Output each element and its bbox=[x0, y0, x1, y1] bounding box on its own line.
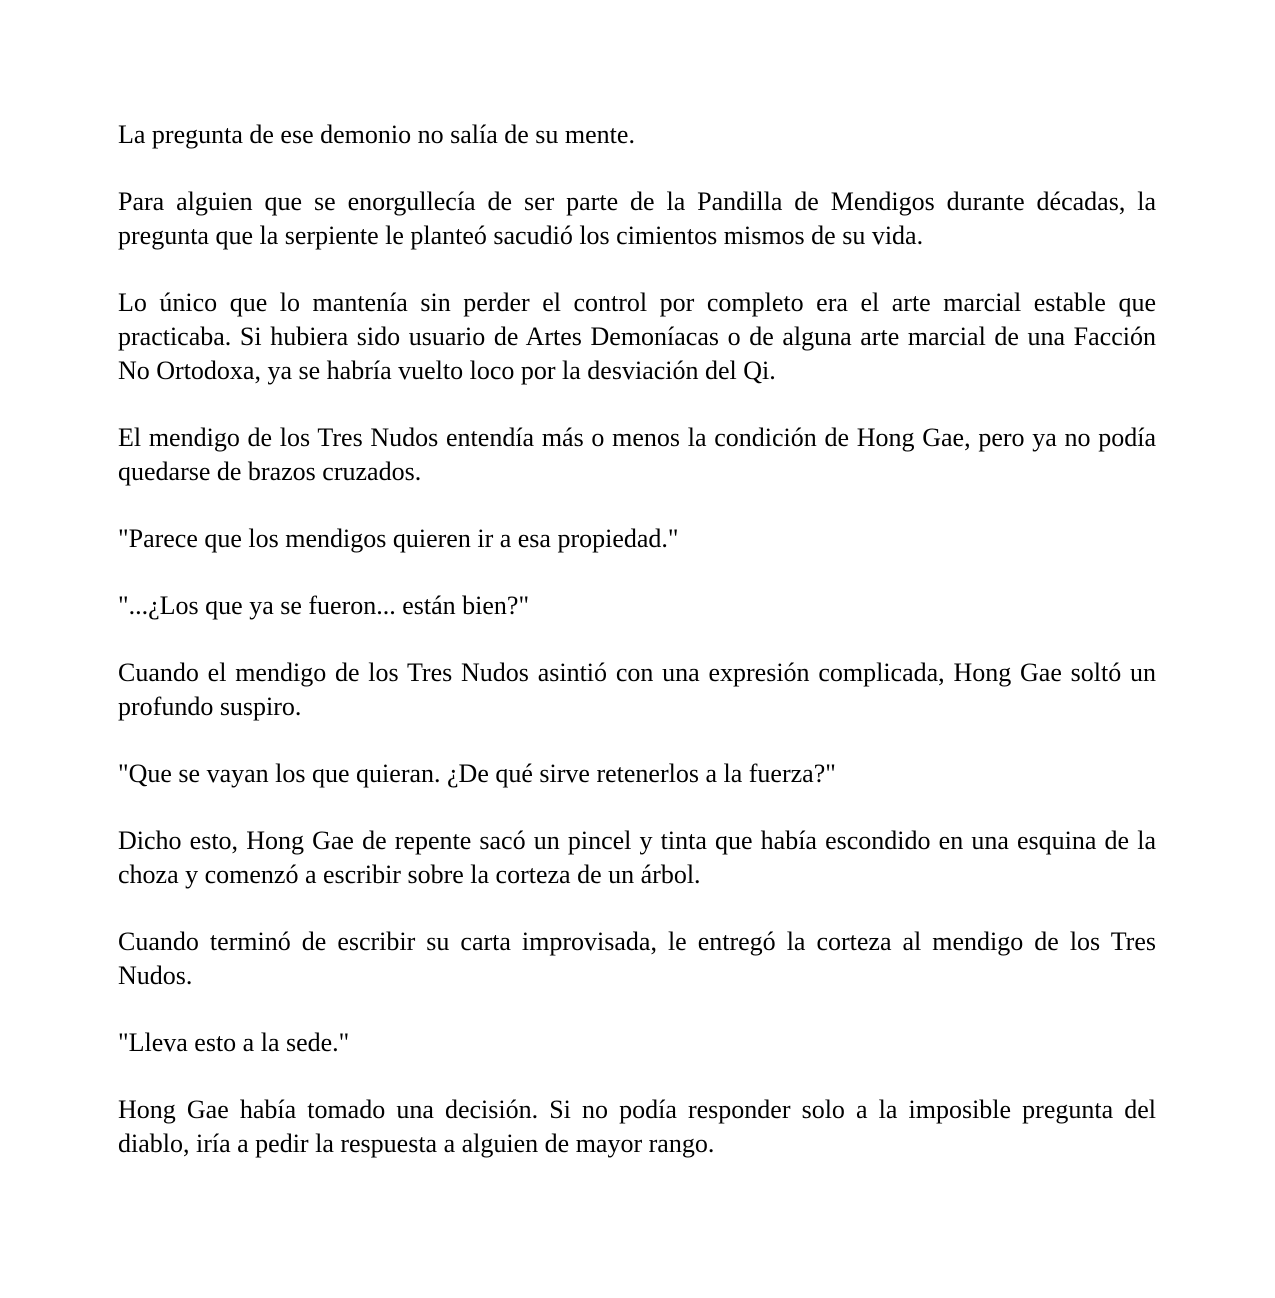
paragraph: Para alguien que se enorgullecía de ser parte de la Pandilla de Mendigos durante décadas, la pregunta que la serpiente le planteó sacudió los cimientos mismos de su vida. bbox=[118, 187, 1156, 250]
dialogue-line: "Parece que los mendigos quieren ir a esa propiedad." bbox=[118, 524, 679, 553]
document-page bbox=[118, 118, 1156, 1161]
paragraph: El mendigo de los Tres Nudos entendía más o menos la condición de Hong Gae, pero ya no podía quedarse de brazos cruzados. bbox=[118, 423, 1156, 486]
paragraph: Dicho esto, Hong Gae de repente sacó un pincel y tinta que había escondido en una esquina de la choza y comenzó a escribir sobre la corteza de un árbol. bbox=[118, 826, 1156, 889]
dialogue-line: "...¿Los que ya se fueron... están bien?" bbox=[118, 591, 530, 620]
paragraph: La pregunta de ese demonio no salía de su mente. bbox=[118, 120, 635, 149]
paragraph: Cuando terminó de escribir su carta improvisada, le entregó la corteza al mendigo de los Tres Nudos. bbox=[118, 927, 1156, 990]
paragraph: Hong Gae había tomado una decisión. Si no podía responder solo a la imposible pregunta del diablo, iría a pedir la respuesta a alguien de mayor rango. bbox=[118, 1095, 1156, 1158]
dialogue-line: "Lleva esto a la sede." bbox=[118, 1028, 350, 1057]
paragraph: Lo único que lo mantenía sin perder el control por completo era el arte marcial estable que practicaba. Si hubiera sido usuario de Artes Demoníacas o de alguna arte marcial de una Facción No Ortodoxa, ya se habría vuelto loco por la desviación del Qi. bbox=[118, 288, 1156, 385]
dialogue-line: "Que se vayan los que quieran. ¿De qué sirve retenerlos a la fuerza?" bbox=[118, 759, 836, 788]
paragraph: Cuando el mendigo de los Tres Nudos asintió con una expresión complicada, Hong Gae soltó un profundo suspiro. bbox=[118, 658, 1156, 721]
